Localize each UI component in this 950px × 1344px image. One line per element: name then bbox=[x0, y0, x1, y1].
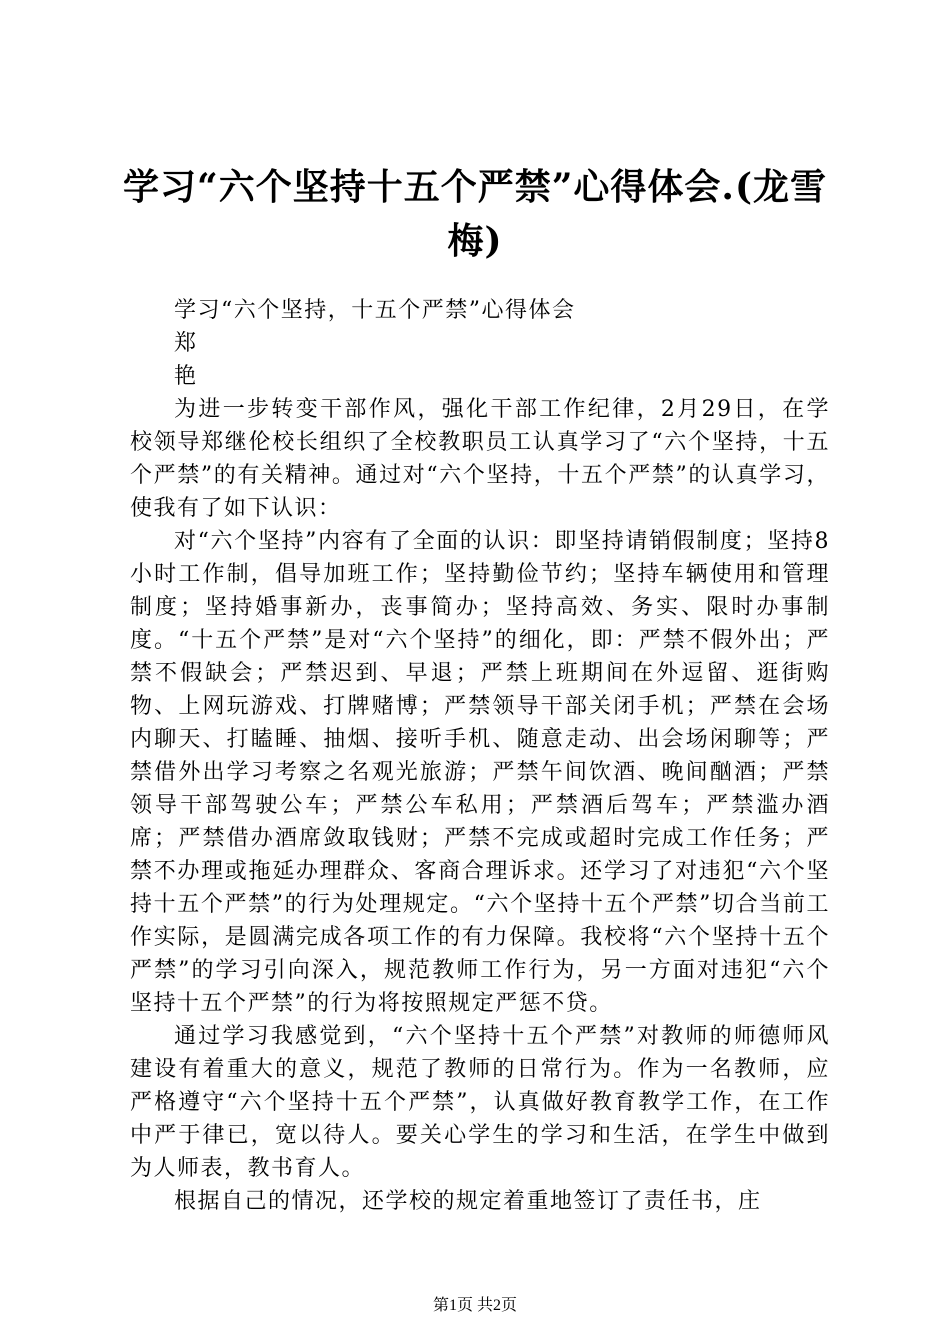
document-body bbox=[130, 294, 830, 1218]
content-paragraph: 对“六个坚持”内容有了全面的认识：即坚持请销假制度；坚持8小时工作制，倡导加班工作；坚持勤俭节约；坚持车辆使用和管理制度；坚持婚事新办，丧事简办；坚持高效、务实、限时办事制度。“十五个严禁”是对“六个坚持”的细化，即：严禁不假外出；严禁不假缺会；严禁迟到、早退；严禁上班期间在外逗留、逛街购物、上网玩游戏、打牌赌博；严禁领导干部关闭手机；严禁在会场内聊天、打瞌睡、抽烟、接听手机、随意走动、出会场闲聊等；严禁借外出学习考察之名观光旅游；严禁午间饮酒、晚间酗酒；严禁领导干部驾驶公车；严禁公车私用；严禁酒后驾车；严禁滥办酒席；严禁借办酒席敛取钱财；严禁不完成或超时完成工作任务；严禁不办理或拖延办理群众、客商合理诉求。还学习了对违犯“六个坚持十五个严禁”的行为处理规定。“六个坚持十五个严禁”切合当前工作实际，是圆满完成各项工作的有力保障。我校将“六个坚持十五个严禁”的学习引向深入，规范教师工作行为，另一方面对违犯“六个坚持十五个严禁”的行为将按照规定严惩不贷。 bbox=[130, 529, 830, 1016]
document-title: 学习“六个坚持十五个严禁”心得体会.(龙雪梅) bbox=[123, 166, 827, 262]
page-footer: 第1页 共2页 bbox=[432, 1297, 517, 1314]
subtitle-paragraph: 学习“六个坚持，十五个严禁”心得体会 bbox=[174, 298, 576, 323]
reflection-paragraph: 通过学习我感觉到，“六个坚持十五个严禁”对教师的师德师风建设有着重大的意义，规范了教师的日常行为。作为一名教师，应严格遵守“六个坚持十五个严禁”，认真做好教育教学工作，在工作中严于律已，宽以待人。要关心学生的学习和生活，在学生中做到为人师表，教书育人。 bbox=[130, 1024, 830, 1181]
closing-paragraph: 根据自己的情况，还学校的规定着重地签订了责任书，庄 bbox=[174, 1189, 762, 1214]
author-surname: 郑 bbox=[174, 331, 198, 356]
intro-paragraph: 为进一步转变干部作风，强化干部工作纪律，2月29日，在学校领导郑继伦校长组织了全校教职员工认真学习了“六个坚持，十五个严禁”的有关精神。通过对“六个坚持，十五个严禁”的认真学习，使我有了如下认识： bbox=[130, 397, 830, 521]
author-given-name: 艳 bbox=[174, 364, 198, 389]
